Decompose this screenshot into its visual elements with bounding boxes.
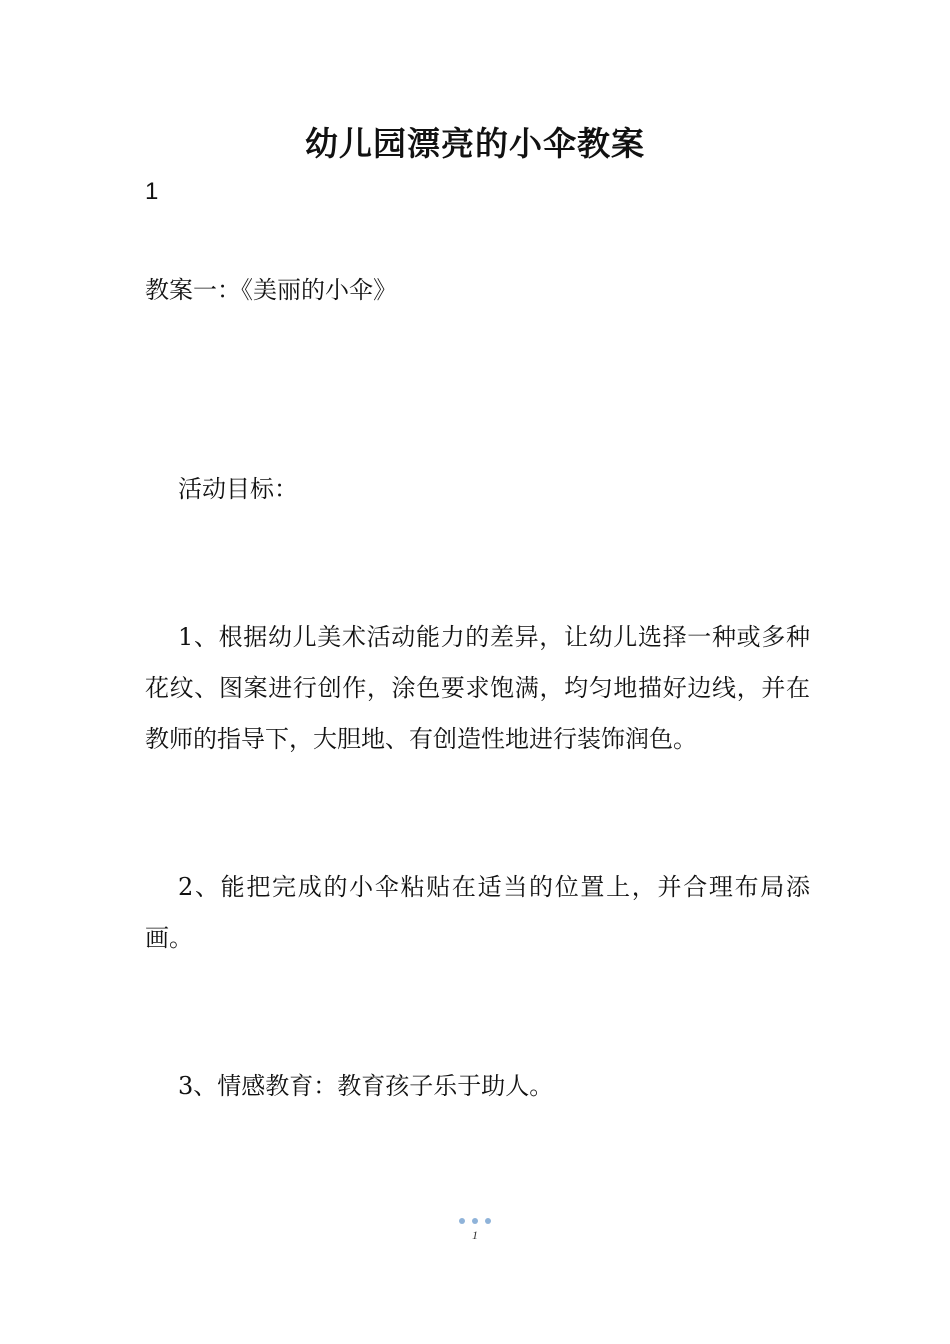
dot-icon — [459, 1218, 465, 1224]
dot-icon — [472, 1218, 478, 1224]
dot-icon — [485, 1218, 491, 1224]
goal-item-1: 1、根据幼儿美术活动能力的差异，让幼儿选择一种或多种花纹、图案进行创作，涂色要求饱满，均匀地描好边线，并在教师的指导下，大胆地、有创造性地进行装饰润色。 — [145, 623, 810, 753]
lesson-heading: 教案一：《美丽的小伞》 — [145, 276, 397, 304]
goal-item-2: 2、能把完成的小伞粘贴在适当的位置上，并合理布局添画。 — [145, 873, 810, 952]
document-title: 幼儿园漂亮的小伞教案 — [305, 124, 645, 163]
goal-item-3: 3、情感教育：教育孩子乐于助人。 — [178, 1072, 554, 1100]
footer-dots-icon — [459, 1218, 491, 1226]
section-heading: 活动目标： — [178, 475, 298, 503]
page-number: 1 — [472, 1228, 478, 1242]
index-number: 1 — [145, 178, 159, 205]
